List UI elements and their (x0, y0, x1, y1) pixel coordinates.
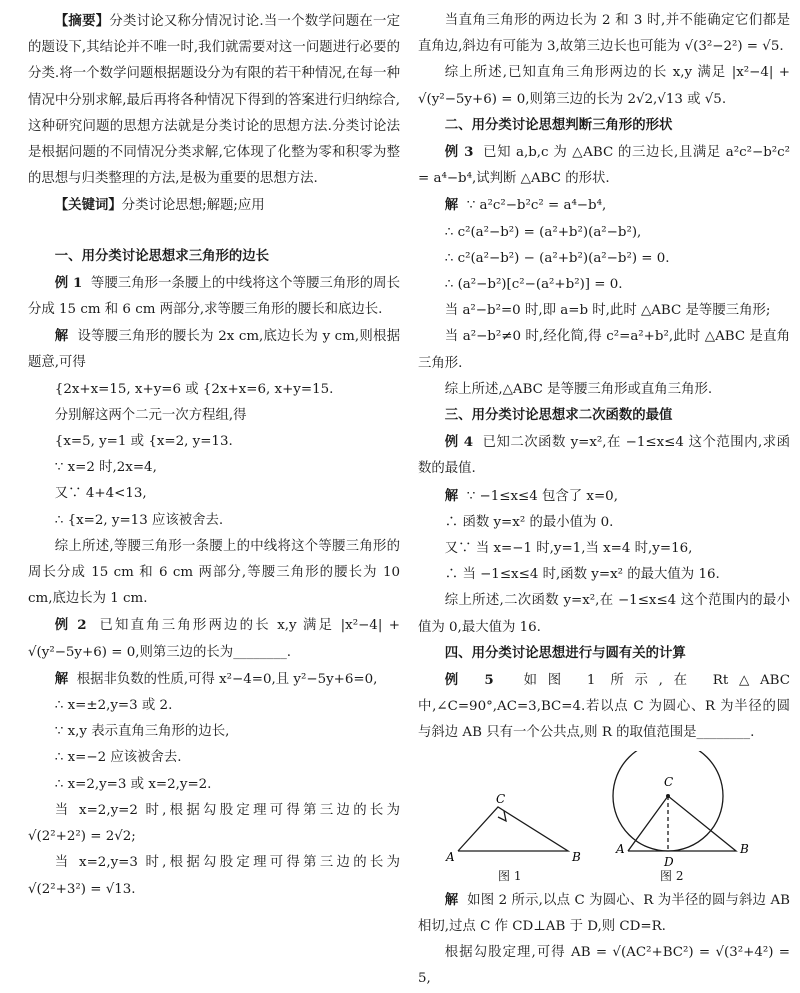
example-5-text: 如图 1 所示,在 Rt△ABC 中,∠C=90°,AC=3,BC=4.若以点 C 为圆心、R 为半径的圆与斜边 AB 只有一个公共点,则 R 的取值范围是________. (418, 673, 791, 741)
solution-line: 当 a²−b²=0 时,即 a=b 时,此时 △ABC 是等腰三角形; (444, 303, 771, 319)
example-1-label: 例 1 (54, 274, 83, 291)
solution-line: ∴ 函数 y=x² 的最小值为 0. (444, 514, 614, 530)
circle-c (613, 751, 723, 851)
solution-line: 根据勾股定理,可得 AB = √(AC²+BC²) = √(3²+4²) = 5, (418, 945, 790, 987)
left-column (28, 8, 400, 903)
example-1-solution (28, 323, 400, 376)
figure-1-triangle (458, 807, 568, 851)
solution-line: 当 x=2,y=2 时,根据勾股定理可得第三边的长为 √(2²+2²) = 2√2; (28, 802, 400, 845)
keywords-paragraph (28, 192, 400, 219)
example-1 (28, 270, 400, 323)
point-b-label: B (572, 849, 581, 864)
figure-2-circle (613, 751, 736, 851)
solution-line: 如图 2 所示,以点 C 为圆心、R 为半径的圆与斜边 AB 相切,过点 C 作 CD⊥AB 于 D,则 CD=R. (418, 892, 791, 934)
example-5-solution (418, 887, 790, 940)
solution-line: ∴ c²(a²−b²) − (a²+b²)(a²−b²) = 0. (444, 250, 670, 266)
solution-line: ∵ x=2 时,2x=4, (54, 460, 157, 476)
example-3-label: 例 3 (444, 144, 474, 161)
example-5 (418, 667, 790, 747)
example-3-text: 已知 a,b,c 为 △ABC 的三边长,且满足 a²c²−b²c² = a⁴−b⁴,试判断 △ABC 的形状. (418, 145, 791, 187)
example-4-label: 例 4 (444, 434, 474, 451)
figure-1-caption: 图 1 (498, 868, 522, 883)
example-5-label: 例 5 (444, 672, 494, 689)
keywords-tag: 【关键词】 (54, 197, 122, 214)
right-column (418, 8, 790, 993)
solution-line: 又∵ 4+4<13, (54, 486, 147, 502)
example-2-solution (28, 666, 400, 693)
example-4-conclusion: 综上所述,二次函数 y=x²,在 −1≤x≤4 这个范围内的最小值为 0,最大值为 16. (418, 593, 790, 635)
equation-system-1: {2x+x=15, x+y=6 或 {2x+x=6, x+y=15. (54, 381, 334, 397)
solution-label: 解 (444, 197, 459, 214)
solution-line: ∴ c²(a²−b²) = (a²+b²)(a²−b²), (444, 224, 642, 240)
point-b-label-2: B (740, 841, 749, 856)
solution-line: 当 a²−b²≠0 时,经化简,得 c²=a²+b²,此时 △ABC 是直角三角形. (418, 329, 791, 371)
solution-line: ∴ x=2,y=3 或 x=2,y=2. (54, 776, 212, 792)
abstract-text: 分类讨论又称分情况讨论.当一个数学问题在一定的题设下,其结论并不唯一时,我们就需要对这一问题进行必要的分类.将一个数学问题根据题设分为有限的若干种情况,在每一种情况中分别求解,最后再将各种情况下得到的答案进行归纳综合,这种研究问题的思想方法就是分类讨论的思想方法.分类讨论法是根据问题的不同情况分类求解,它体现了化整为零和积零为整的思想与归类整理的方法,是极为重要的思想方法. (28, 14, 401, 187)
example-3 (418, 139, 790, 192)
solution-label: 解 (444, 891, 459, 908)
center-point (666, 794, 670, 798)
triangle-abc (458, 807, 568, 851)
triangle-abc-2 (628, 796, 736, 851)
example-4-solution (418, 483, 790, 510)
point-a-label: A (446, 849, 455, 864)
example-2-label: 例 2 (54, 617, 87, 634)
solution-line: 分别解这两个二元一次方程组,得 (54, 407, 247, 423)
keywords-text: 分类讨论思想;解题;应用 (121, 198, 265, 214)
solution-line: 又∵ 当 x=−1 时,y=1,当 x=4 时,y=16, (444, 541, 693, 557)
solution-line: ∵ a²c²−b²c² = a⁴−b⁴, (466, 198, 607, 214)
example-2-solution-text: 根据非负数的性质,可得 x²−4=0,且 y²−5y+6=0, (76, 671, 378, 687)
solution-line: ∴ (a²−b²)[c²−(a²+b²)] = 0. (444, 277, 623, 293)
section-1-heading: 一、用分类讨论思想求三角形的边长 (54, 248, 270, 264)
solution-line: ∵ −1≤x≤4 包含了 x=0, (466, 488, 618, 504)
figure-2-caption: 图 2 (660, 868, 684, 883)
point-a-label-2: A (616, 841, 625, 856)
example-1-solution-text: 设等腰三角形的腰长为 2x cm,底边长为 y cm,则根据题意,可得 (28, 329, 400, 371)
solution-line: ∴ x=−2 应该被舍去. (54, 750, 182, 766)
solution-line: 当 x=2,y=3 时,根据勾股定理可得第三边的长为 √(2²+3²) = √13. (28, 855, 400, 897)
solution-line: ∴ 当 −1≤x≤4 时,函数 y=x² 的最大值为 16. (444, 567, 720, 583)
equation-system-2: {x=5, y=1 或 {x=2, y=13. (54, 434, 233, 450)
figures (418, 751, 790, 887)
point-c-label-2: C (664, 774, 674, 789)
example-3-conclusion: 综上所述,△ABC 是等腰三角形或直角三角形. (444, 381, 713, 397)
example-4-text: 已知二次函数 y=x²,在 −1≤x≤4 这个范围内,求函数的最值. (418, 435, 790, 477)
point-c-label: C (496, 791, 506, 806)
section-3-heading: 三、用分类讨论思想求二次函数的最值 (444, 408, 673, 424)
section-2-heading: 二、用分类讨论思想判断三角形的形状 (444, 117, 673, 133)
solution-label: 解 (54, 328, 69, 345)
example-3-solution (418, 192, 790, 219)
example-4 (418, 429, 790, 482)
example-2 (28, 612, 400, 665)
example-1-text: 等腰三角形一条腰上的中线将这个等腰三角形的周长分成 15 cm 和 6 cm 两部分,求等腰三角形的腰长和底边长. (28, 275, 401, 318)
solution-label: 解 (54, 670, 69, 687)
example-1-conclusion: 综上所述,等腰三角形一条腰上的中线将这个等腰三角形的周长分成 15 cm 和 6 cm 两部分,等腰三角形的腰长为 10 cm,底边长为 1 cm. (28, 538, 400, 607)
geometry-figures (418, 751, 790, 887)
abstract-tag: 【摘要】 (54, 13, 110, 29)
solution-label: 解 (444, 487, 459, 504)
point-d-label: D (664, 854, 674, 869)
abstract-paragraph (28, 8, 400, 192)
solution-line: ∵ x,y 表示直角三角形的边长, (54, 724, 230, 740)
paragraph: 当直角三角形的两边长为 2 和 3 时,并不能确定它们都是直角边,斜边有可能为 3,故第三边长也可能为 √(3²−2²) = √5. (418, 13, 790, 55)
solution-line: ∴ {x=2, y=13 应该被舍去. (54, 512, 224, 528)
right-angle-mark (498, 811, 506, 821)
section-4-heading: 四、用分类讨论思想进行与圆有关的计算 (444, 645, 686, 661)
solution-line: ∴ x=±2,y=3 或 2. (54, 698, 173, 714)
paragraph: 综上所述,已知直角三角形两边的长 x,y 满足 |x²−4| + √(y²−5y+6) = 0,则第三边的长为 2√2,√13 或 √5. (418, 65, 790, 107)
example-2-text: 已知直角三角形两边的长 x,y 满足 |x²−4| + √(y²−5y+6) = 0,则第三边的长为________. (28, 618, 400, 660)
